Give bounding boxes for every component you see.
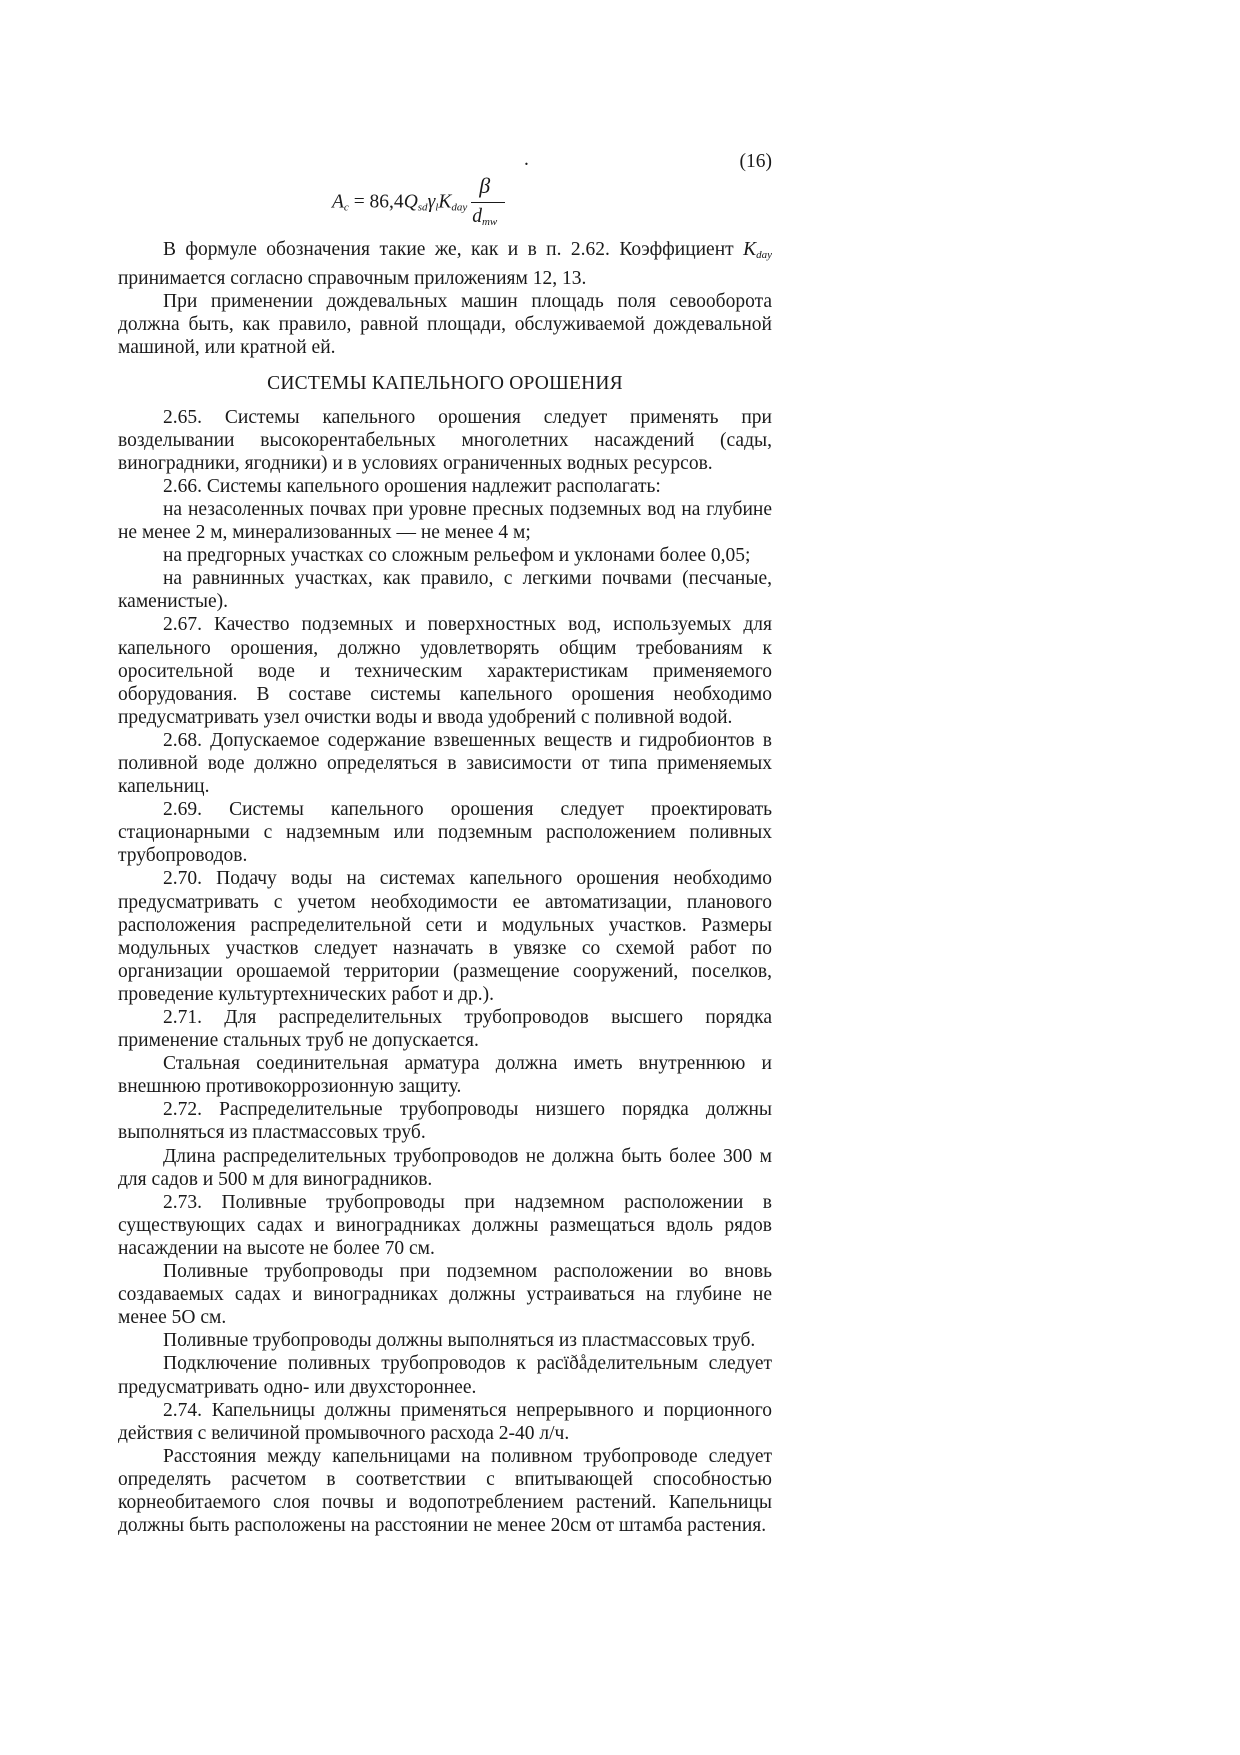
formula-coefficient: = 86,4 xyxy=(348,191,404,213)
paragraph-2-66-item-1: на незасоленных почвах при уровне пресных подземных вод на глубине не менее 2 м, минерализованных — не менее 4 м; xyxy=(118,498,772,544)
formula-16 xyxy=(118,150,772,230)
formula-lhs-var: A xyxy=(332,191,344,213)
intro-p1-k-sub: day xyxy=(756,249,772,261)
formula-gamma-sub: l xyxy=(435,201,439,214)
fraction-den-sub: mw xyxy=(481,216,498,228)
intro-p1-after: принимается согласно справочным приложениям 12, 13. xyxy=(118,268,587,290)
paragraph-2-73: 2.73. Поливные трубопроводы при надземном расположении в существующих садах и виноградниках должны размещаться вдоль рядов насаждении на высоте не более 70 см. xyxy=(118,1191,772,1259)
formula-trailing-dot: . xyxy=(524,149,529,170)
paragraph-2-71: 2.71. Для распределительных трубопроводов высшего порядка применение стальных труб не допускается. xyxy=(118,1007,772,1052)
paragraph-2-72: 2.72. Распределительные трубопроводы низшего порядка должны выполняться из пластмассовых труб. xyxy=(118,1099,772,1144)
formula-gamma: γ xyxy=(427,191,436,213)
formula-lhs-sub: c xyxy=(343,201,349,214)
formula-k-sub: day xyxy=(451,201,468,214)
paragraph-2-68: 2.68. Допускаемое содержание взвешенных веществ и гидробионтов в поливной воде должно определяться в зависимости от типа применяемых капельниц. xyxy=(118,729,772,798)
paragraph-2-73-note-3: Подключение поливных трубопроводов к расїðåделительным следует предусматривать одно- или двухстороннее. xyxy=(118,1353,772,1398)
paragraph-2-74: 2.74. Капельницы должны применяться непрерывного и порционного действия с величиной промывочного расхода 2-40 л/ч. xyxy=(118,1399,772,1444)
fraction-den-var: d xyxy=(472,206,482,227)
paragraph-2-72-note: Длина распределительных трубопроводов не должна быть более 300 м для садов и 500 м для виноградников. xyxy=(118,1145,772,1190)
equation-number: (16) xyxy=(739,151,772,172)
paragraph-2-70: 2.70. Подачу воды на системах капельного орошения необходимо предусматривать с учетом необходимости ее автоматизации, планового расположения распределительной сети и модульных участков. Размеры модульных участков следует назначать в увязке со схемой работ по организации орошаемой территории (размещение сооружений, поселков, проведение культуртехнических работ и др.). xyxy=(118,868,772,1005)
paragraph-2-73-note-2: Поливные трубопроводы должны выполняться из пластмассовых труб. xyxy=(163,1330,756,1352)
fraction-numerator: β xyxy=(479,173,491,198)
formula-k: K xyxy=(438,191,452,213)
paragraph-2-71-note: Стальная соединительная арматура должна иметь внутреннюю и внешнюю противокоррозионную защиту. xyxy=(118,1053,772,1098)
document-page xyxy=(118,150,772,1537)
formula-q: Q xyxy=(403,191,418,213)
paragraph-2-66: 2.66. Системы капельного орошения надлежит располагать: xyxy=(163,475,661,497)
intro-paragraph-1 xyxy=(118,238,772,290)
fraction-denominator xyxy=(472,205,497,234)
paragraph-2-69: 2.69. Системы капельного орошения следует проектировать стационарными с надземным или подземным расположением поливных трубопроводов. xyxy=(118,799,772,867)
formula-fraction xyxy=(471,173,507,230)
paragraph-2-73-note-1: Поливные трубопроводы при подземном расположении во вновь создаваемых садах и виноградниках должны устраиваться на глубине не менее 5О см. xyxy=(118,1261,772,1329)
intro-paragraph-2: При применении дождевальных машин площадь поля севооборота должна быть, как правило, равной площади, обслуживаемой дождевальной машиной, или кратной ей. xyxy=(118,291,772,359)
paragraph-2-74-note: Расстояния между капельницами на поливном трубопроводе следует определять расчетом в соответствии с впитывающей способностью корнеобитаемого слоя почвы и водопотреблением растений. Капельницы должны быть расположены на расстоянии не менее 20см от штамба растения. xyxy=(118,1445,772,1537)
section-heading: СИСТЕМЫ КАПЕЛЬНОГО ОРОШЕНИЯ xyxy=(267,373,623,395)
intro-p1-before: В формуле обозначения такие же, как и в п. 2.62. Коэффициент xyxy=(163,239,744,260)
intro-p1-k: K xyxy=(743,239,757,260)
formula-q-sub: sd xyxy=(417,201,428,214)
formula-expression xyxy=(332,173,507,230)
paragraph-2-66-item-3: на равнинных участках, как правило, с легкими почвами (песчаные, каменистые). xyxy=(118,568,772,613)
paragraph-2-65: 2.65. Системы капельного орошения следует применять при возделывании высокорентабельных многолетних насаждений (сады, виноградники, ягодники) и в условиях ограниченных водных ресурсов. xyxy=(118,406,772,474)
paragraph-2-67: 2.67. Качество подземных и поверхностных вод, используемых для капельного орошения, должно удовлетворять общим требованиям к оросительной воде и техническим характеристикам применяемого оборудования. В составе системы капельного орошения необходимо предусматривать узел очистки воды и ввода удобрений с поливной водой. xyxy=(118,614,772,728)
fraction-bar xyxy=(471,202,505,203)
paragraph-2-66-item-2: на предгорных участках со сложным рельефом и уклонами более 0,05; xyxy=(163,545,751,567)
